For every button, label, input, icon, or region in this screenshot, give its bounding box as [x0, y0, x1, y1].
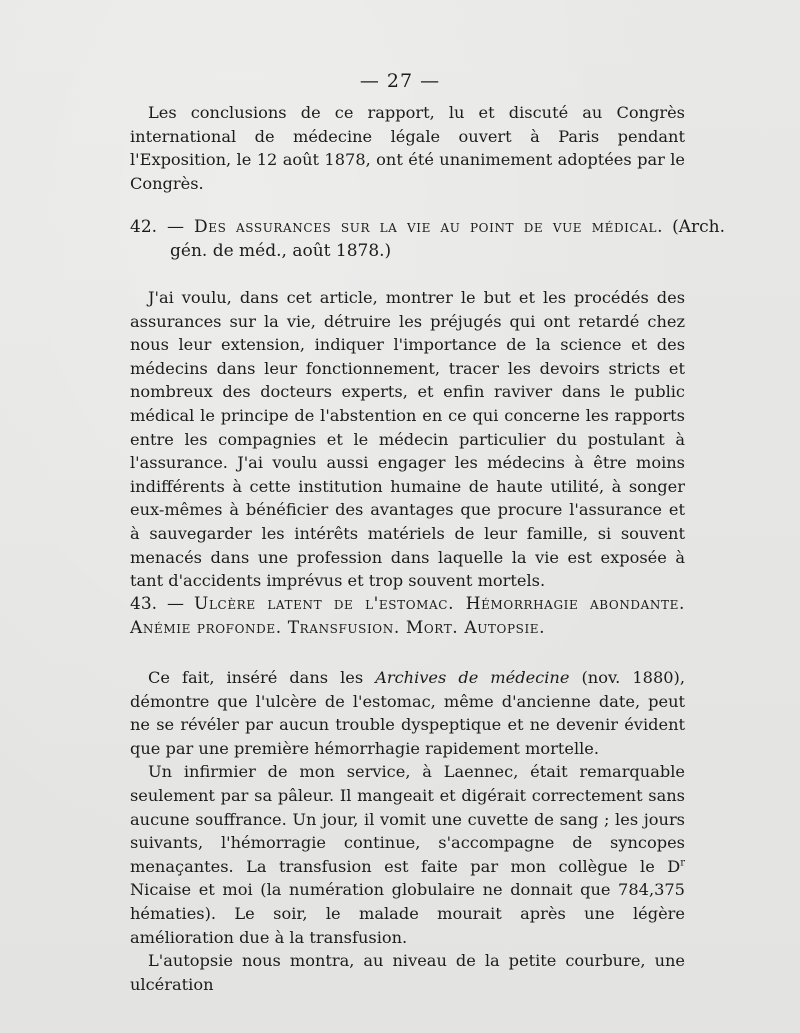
paragraph-1-text-end: (nov. 1880), démontre que l'ulcère de l'estomac, même d'ancienne date, peut ne se révéler par aucun trouble dyspeptique et ne devenir évident que par une première hémorrhagie rapidement mortelle. — [130, 668, 686, 758]
doctor-superscript: r — [680, 857, 685, 869]
section-42-paragraph: J'ai voulu, dans cet article, montrer le but et les procédés des assurances sur la vie, détruire les préjugés qui ont retardé chez nous leur extension, indiquer l'importance de la science et des médecins dans leur fonctionnement, tracer les devoirs stricts et nombreux des docteurs experts, et enfin raviver dans le public médical le principe de l'abstention en ce qui concerne les rapports entre les compagnies et le médecin particulier du postulant à l'assurance. J'ai voulu aussi engager les médecins à être moins indifférents à cette institution humaine de haute utilité, à songer eux-mêmes à bénéficier des avantages que procure l'assurance et à sauvegarder les intérêts matériels de leur famille, si souvent menacés dans une profession dans laquelle la vie est exposée à tant d'accidents imprévus et trop souvent mortels. — [130, 288, 685, 591]
paragraph-1-text-start: Ce fait, inséré dans les — [148, 668, 376, 687]
paragraph-2-text-end: Nicaise et moi (la numération globulaire ne donnait que 784,375 hématies). Le soir, le malade mourait après une légère amélioration due à la transfusion. — [130, 880, 685, 947]
section-42-heading — [130, 215, 725, 263]
section-42-title: Des assurances sur la vie au point de vue médical. — [194, 217, 664, 237]
section-42-reference: (Arch. gén. de méd., août 1878.) — [170, 217, 726, 261]
section-43-number: 43. — [130, 594, 158, 614]
section-43-paragraph-3: L'autopsie nous montra, au niveau de la petite courbure, une ulcération — [130, 951, 685, 994]
journal-title: Archives de médecine — [375, 668, 570, 687]
section-43-body — [130, 666, 685, 996]
section-42-dash: — — [167, 217, 185, 237]
section-42-number: 42. — [130, 217, 158, 237]
page-number: — 27 — — [359, 70, 441, 92]
intro-paragraph-block — [130, 101, 685, 195]
section-43-dash: — — [167, 594, 185, 614]
section-43-heading — [130, 592, 685, 640]
paragraph-2-text-start: Un infirmier de mon service, à Laennec, était remarquable seulement par sa pâleur. Il mangeait et digérait correctement sans aucune souffrance. Un jour, il vomit une cuvette de sang ; les jours suivants, l'hémorragie continue, s'accompagne de syncopes menaçantes. La transfusion est faite par mon collègue le D — [130, 762, 685, 876]
section-43-title: Ulcère latent de l'estomac. Hémorrhagie abondante. Anémie profonde. Transfusion. Mort. Autopsie. — [130, 594, 685, 638]
section-43-paragraph-2 — [130, 760, 685, 949]
section-42-body — [130, 286, 685, 593]
section-43-paragraph-1 — [130, 666, 685, 760]
intro-paragraph: Les conclusions de ce rapport, lu et discuté au Congrès international de médecine légale ouvert à Paris pendant l'Exposition, le 12 août 1878, ont été unanimement adoptées par le Congrès. — [130, 103, 685, 193]
